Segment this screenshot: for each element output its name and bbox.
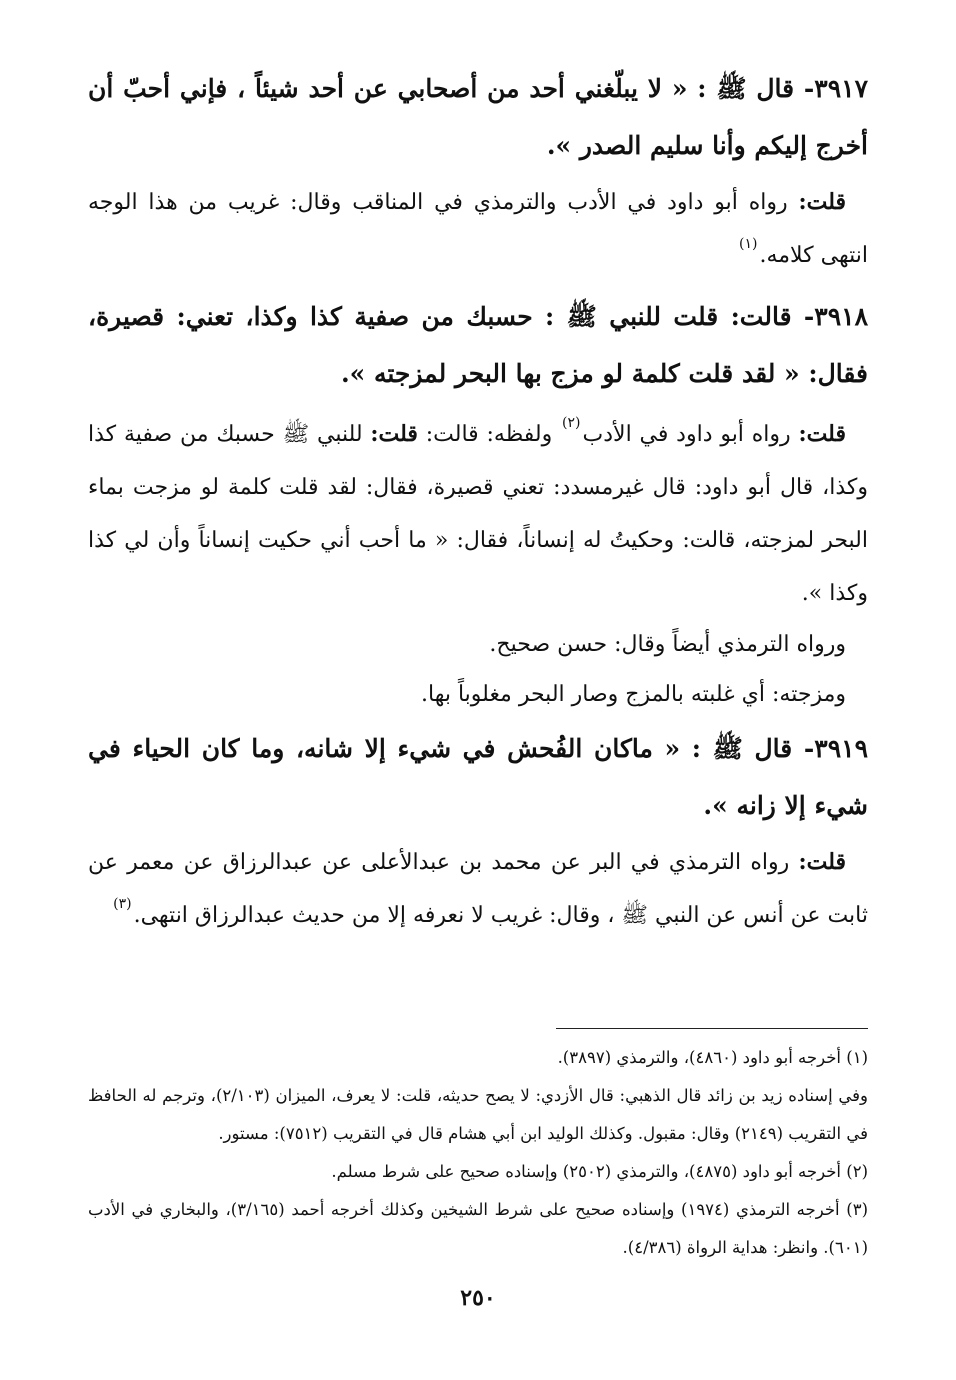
- footnote-marker-3: (٣): [113, 896, 132, 912]
- commentary-3918: [88, 408, 868, 620]
- commentary-3917: [88, 176, 868, 282]
- commentary-keyword-2: قلت:: [370, 421, 418, 447]
- commentary-3918-tirmidhi: ورواه الترمذي أيضاً وقال: حسن صحيح.: [489, 632, 846, 657]
- footnote-marker-2: (٢): [562, 415, 581, 431]
- commentary-keyword: قلت:: [798, 849, 846, 875]
- commentary-text: رواه أبو داود في الأدب والترمذي في المناقب وقال: غريب من هذا الوجه انتهى كلامه.: [88, 190, 868, 268]
- commentary-3918-gloss: ومزجته: أي غلبته بالمزج وصار البحر مغلوباً بها.: [421, 682, 846, 707]
- commentary-text-part2: ولفظه: قالت:: [417, 422, 561, 447]
- commentary-3919: [88, 836, 868, 942]
- footnote-2: (٢) أخرجه أبو داود (٤٨٧٥)، والترمذي (٢٥٠٢) وإسناده صحيح على شرط مسلم.: [331, 1162, 868, 1181]
- footnote-1-continuation: وفي إسناده زيد بن زائد قال الذهبي: قال الأزدي: لا يصح حديثه، قلت: لا يعرف، الميزان (٢/١٠٣)، وترجم له الحافظ في التقريب (٢١٤٩) وقال: مقبول. وكذلك الوليد ابن أبي هشام قال في التقريب (٧٥١٢): مستور.: [88, 1086, 868, 1143]
- hadith-3919: ٣٩١٩- قال ﷺ : « ماكان الفُحش في شيء إلا شانه، وما كان الحياء في شيء إلا زانه ».: [88, 734, 868, 820]
- commentary-text-part1: رواه أبو داود في الأدب: [582, 422, 799, 447]
- footnote-separator: [556, 1028, 868, 1029]
- footnote-marker-1: (١): [739, 236, 758, 252]
- page-number: ٢٥٠: [460, 1285, 496, 1311]
- commentary-keyword: قلت:: [798, 421, 846, 447]
- commentary-text: رواه الترمذي في البر عن محمد بن عبدالأعلى عن عبدالرزاق عن معمر عن ثابت عن أنس عن النبي ﷺ ، وقال: غريب لا نعرفه إلا من حديث عبدالرزاق انتهى.: [88, 850, 868, 928]
- footnote-3: (٣) أخرجه الترمذي (١٩٧٤) وإسناده صحيح على شرط الشيخين وكذلك أخرجه أحمد (٣/١٦٥)، والبخاري في الأدب (٦٠١). وانظر: هداية الرواة (٤/٣٨٦).: [88, 1200, 868, 1257]
- footnote-1: (١) أخرجه أبو داود (٤٨٦٠)، والترمذي (٣٨٩٧).: [557, 1048, 868, 1067]
- footnotes: [88, 1039, 868, 1267]
- hadith-3918: ٣٩١٨- قالت: قلت للنبي ﷺ : حسبك من صفية كذا وكذا، تعني: قصيرة، فقال: « لقد قلت كلمة لو مزج بها البحر لمزجته ».: [88, 302, 868, 388]
- commentary-text-part3: للنبي ﷺ حسبك من صفية كذا وكذا، قال أبو داود: قال غيرمسدد: تعني قصيرة، فقال: لقد قلت كلمة لو مزجت بماء البحر لمزجته، قالت: وحكيتُ له إنساناً، فقال: « ما أحب أني حكيت إنساناً وأن لي كذا وكذا ».: [88, 422, 869, 606]
- hadith-3917: ٣٩١٧- قال ﷺ : « لا يبلّغني أحد من أصحابي عن أحد شيئاً ، فإني أحبّ أن أخرج إليكم وأنا سليم الصدر ».: [88, 74, 868, 160]
- commentary-keyword: قلت:: [798, 189, 847, 215]
